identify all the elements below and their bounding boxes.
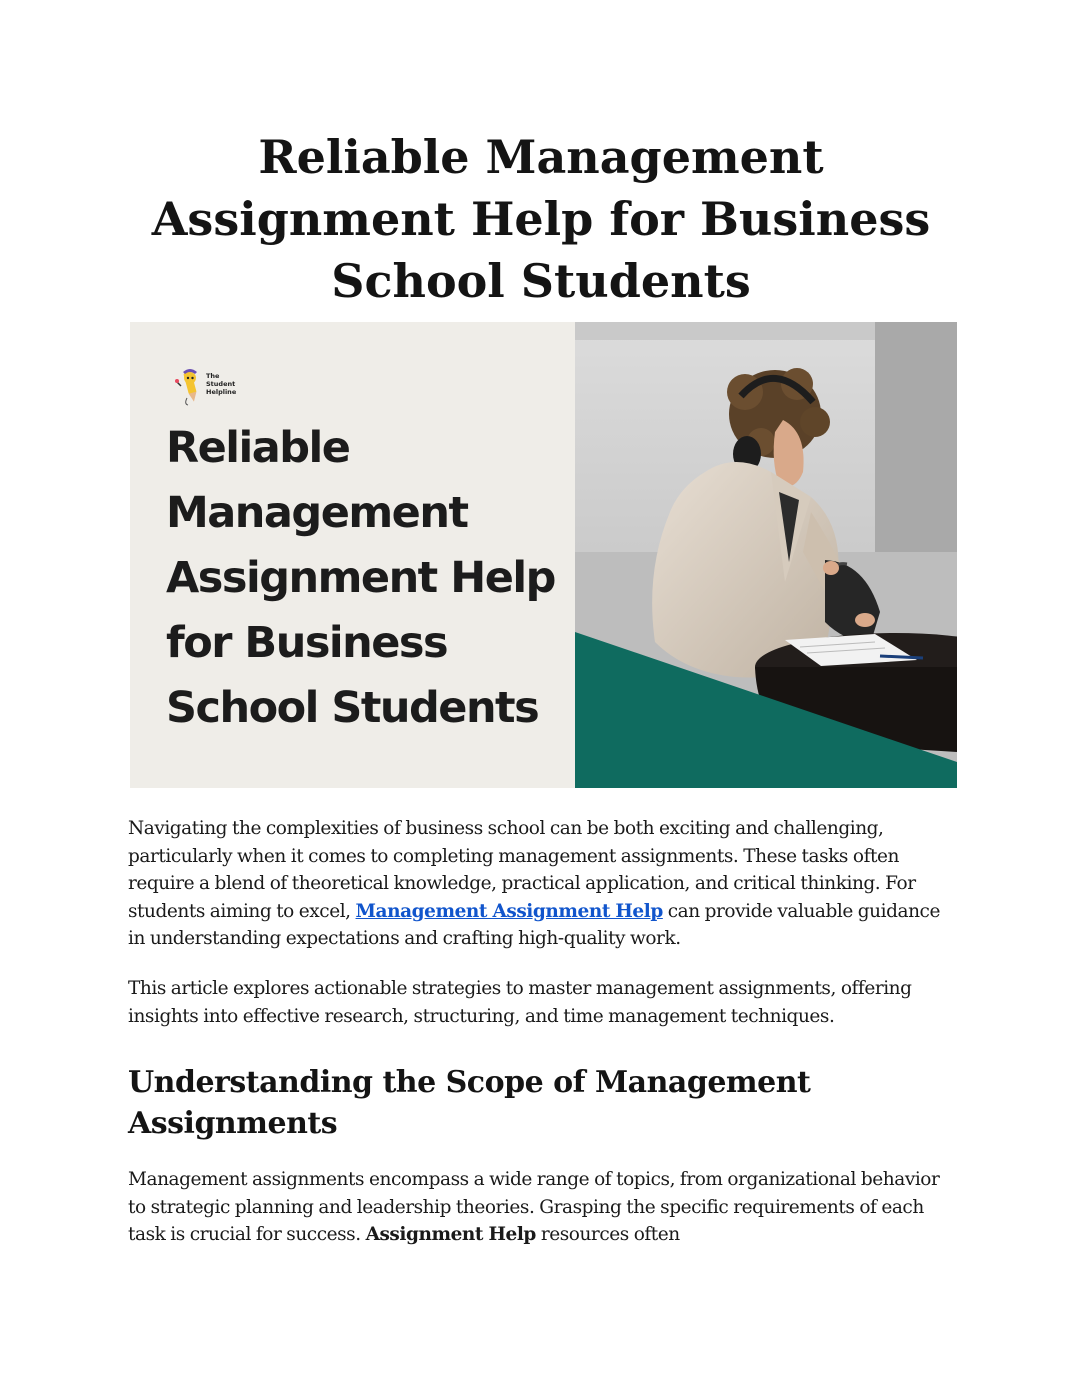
banner-text-panel <box>130 322 575 788</box>
banner-image <box>130 322 957 788</box>
assignment-help-bold: Assignment Help <box>365 1224 536 1246</box>
student-photo <box>575 322 957 788</box>
scope-paragraph: Management assignments encompass a wide range of topics, from organizational behavior to strategic planning and leadership theories. Grasping the specific requirements of each task is crucial for success. Assignment Help resources often <box>128 1169 940 1246</box>
management-assignment-help-link[interactable]: Management Assignment Help <box>355 900 663 922</box>
section-heading: Understanding the Scope of Management Assignments <box>128 1065 811 1141</box>
logo-text: The Student Helpline <box>206 372 237 396</box>
intro-paragraph: Navigating the complexities of business school can be both exciting and challenging, particularly when it comes to completing management assignments. These tasks often require a blend of theoretical knowledge, practical application, and critical thinking. For students aiming to excel, Management Assignment Help can provide valuable guidance in understanding expectations and crafting high-quality work. <box>128 818 940 950</box>
pencil-mascot-icon <box>174 366 204 406</box>
banner-heading: Reliable Management Assignment Help for Business School Students <box>166 423 555 733</box>
student-helpline-logo <box>174 366 254 406</box>
article-overview-paragraph: This article explores actionable strategies to master management assignments, offering insights into effective research, structuring, and time management techniques. <box>128 978 912 1027</box>
page-title: Reliable Management Assignment Help for Business School Students <box>151 130 931 308</box>
